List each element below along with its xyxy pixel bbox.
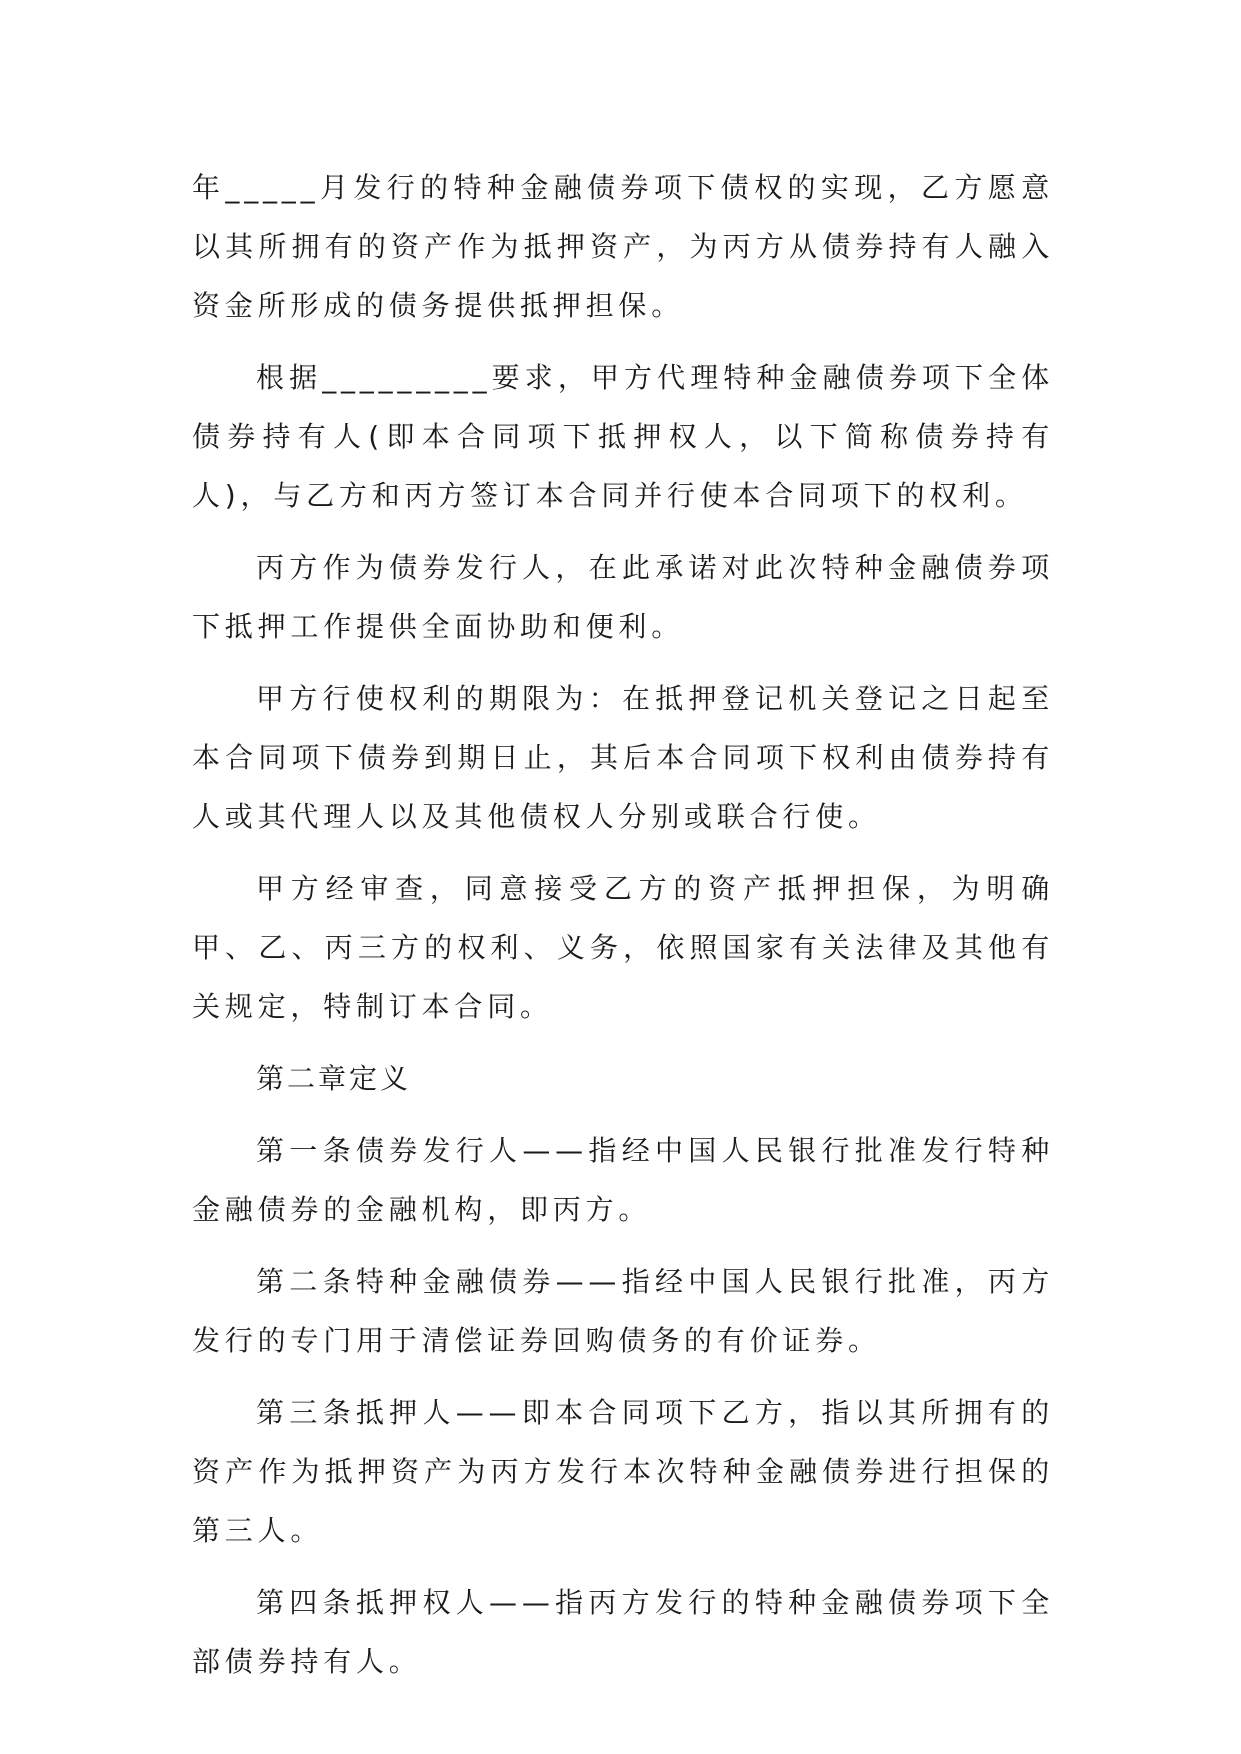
chapter-heading-definitions: 第二章定义 <box>256 1062 412 1095</box>
paragraph-agency-basis: 根据_________要求，甲方代理特种金融债券项下全体债券持有人(即本合同项下抵押权人，以下简称债券持有人)，与乙方和丙方签订本合同并行使本合同项下的权利。 <box>192 361 1054 512</box>
article-3-mortgagor: 第三条抵押人——即本合同项下乙方，指以其所拥有的资产作为抵押资产为丙方发行本次特种金融债券进行担保的第三人。 <box>192 1396 1054 1547</box>
paragraph-contract-purpose: 甲方经审查，同意接受乙方的资产抵押担保，为明确甲、乙、丙三方的权利、义务，依照国家有关法律及其他有关规定，特制订本合同。 <box>192 872 1054 1023</box>
article-1-bond-issuer: 第一条债券发行人——指经中国人民银行批准发行特种金融债券的金融机构，即丙方。 <box>192 1134 1054 1226</box>
article-4-mortgagee: 第四条抵押权人——指丙方发行的特种金融债券项下全部债券持有人。 <box>192 1586 1054 1678</box>
paragraph-issuer-commitment: 丙方作为债券发行人，在此承诺对此次特种金融债券项下抵押工作提供全面协助和便利。 <box>192 551 1054 643</box>
document-body <box>192 158 1054 1704</box>
paragraph-rights-term: 甲方行使权利的期限为：在抵押登记机关登记之日起至本合同项下债券到期日止，其后本合同项下权利由债券持有人或其代理人以及其他债权人分别或联合行使。 <box>192 682 1054 833</box>
article-2-special-financial-bond: 第二条特种金融债券——指经中国人民银行批准，丙方发行的专门用于清偿证券回购债务的有价证券。 <box>192 1265 1054 1357</box>
paragraph-bond-issuance-continuation: 年_____月发行的特种金融债券项下债权的实现，乙方愿意以其所拥有的资产作为抵押资产，为丙方从债券持有人融入资金所形成的债务提供抵押担保。 <box>192 171 1054 322</box>
